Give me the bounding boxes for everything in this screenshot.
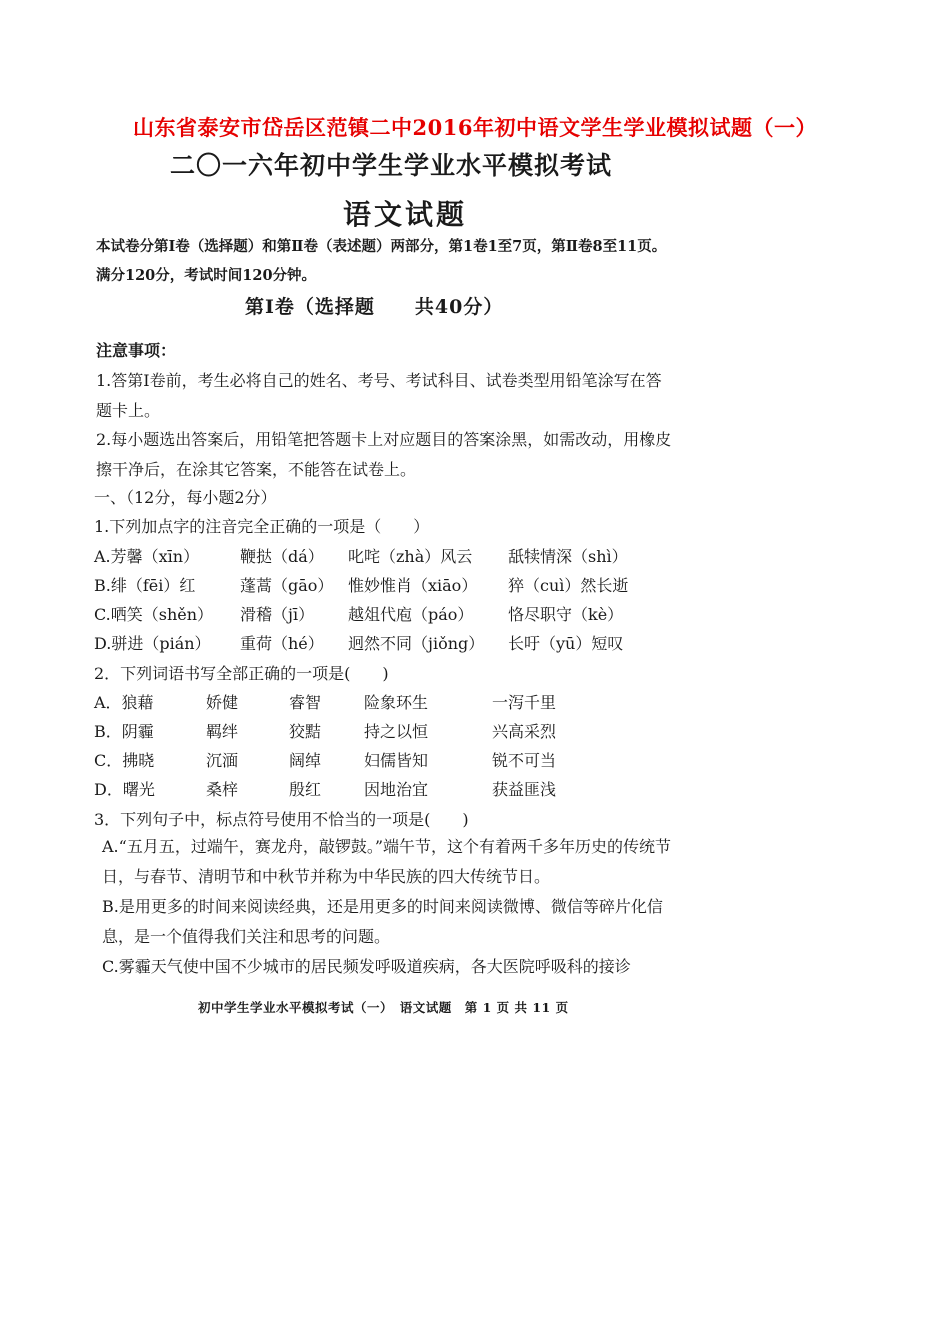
- option-word: 猝（cuì）然长逝: [508, 576, 629, 595]
- option-word: 一泻千里: [492, 693, 557, 712]
- notice-label: 注意事项：: [96, 341, 177, 360]
- option-word: 睿智: [289, 693, 322, 712]
- option-word: 长吁（yū）短叹: [508, 634, 624, 653]
- question-3-option-b: B.是用更多的时间来阅读经典，还是用更多的时间来阅读微博、微信等碎片化信息，是一个值得我们关注和思考的问题。: [102, 897, 663, 946]
- question-3-option-a: A.“五月五，过端午，赛龙舟，敲锣鼓。”端午节，这个有着两千多年历史的传统节日，与春节、清明节和中秋节并称为中华民族的四大传统节日。: [102, 837, 672, 886]
- option-word: 获益匪浅: [492, 780, 557, 799]
- option-word: B．阴霾: [94, 722, 154, 741]
- question-1-stem: 1.下列加点字的注音完全正确的一项是（ ）: [94, 517, 430, 536]
- notice-item-2: 2.每小题选出答案后，用铅笔把答题卡上对应题目的答案涂黑，如需改动，用橡皮擦干净后，在涂其它答案，不能答在试卷上。: [96, 430, 672, 479]
- option-word: 因地治宜: [364, 780, 429, 799]
- page-footer: 初中学生学业水平模拟考试（一） 语文试题 第 1 页 共 11 页: [198, 1000, 569, 1015]
- option-word: 蓬蒿（gāo）: [240, 576, 334, 595]
- option-word: 重荷（hé）: [240, 634, 324, 653]
- option-word: 妇儒皆知: [364, 751, 429, 770]
- option-word: 羁绊: [206, 722, 239, 741]
- option-word: 舐犊情深（shì）: [508, 547, 628, 566]
- option-word: 娇健: [206, 693, 239, 712]
- option-word: 沉湎: [206, 751, 239, 770]
- exam-title: 二〇一六年初中学生学业水平模拟考试: [170, 151, 613, 180]
- option-word: 锐不可当: [492, 751, 557, 770]
- option-word: 鞭挞（dá）: [240, 547, 324, 566]
- option-word: 持之以恒: [364, 722, 429, 741]
- option-word: 惟妙惟肖（xiāo）: [348, 576, 478, 595]
- option-word: 迥然不同（jiǒng）: [348, 634, 485, 653]
- option-word: B.绯（fēi）红: [94, 576, 196, 595]
- option-word: A.芳馨（xīn）: [94, 547, 200, 566]
- option-word: C．拂晓: [94, 751, 155, 770]
- option-word: D.骈进（pián）: [94, 634, 211, 653]
- subject-title: 语文试题: [342, 198, 467, 231]
- option-word: D．曙光: [94, 780, 155, 799]
- option-word: 滑稽（jī）: [240, 605, 315, 624]
- option-word: 险象环生: [364, 693, 429, 712]
- option-word: 狡黠: [289, 722, 322, 741]
- option-word: 殷红: [289, 780, 322, 799]
- question-2-stem: 2．下列词语书写全部正确的一项是( ): [94, 664, 389, 683]
- option-word: 兴高采烈: [492, 722, 557, 741]
- part-one-heading: 一、（12分，每小题2分）: [94, 488, 277, 507]
- option-word: 桑梓: [206, 780, 239, 799]
- question-3-stem: 3．下列句子中，标点符号使用不恰当的一项是( ): [94, 810, 469, 829]
- option-word: 阔绰: [289, 751, 322, 770]
- option-word: 叱咤（zhà）风云: [348, 547, 473, 566]
- option-word: C.哂笑（shěn）: [94, 605, 214, 624]
- notice-item-1: 1.答第Ⅰ卷前，考生必将自己的姓名、考号、考试科目、试卷类型用铅笔涂写在答题卡上。: [96, 371, 662, 420]
- option-word: 恪尽职守（kè）: [508, 605, 624, 624]
- option-word: 越俎代庖（páo）: [348, 605, 474, 624]
- exam-intro: 本试卷分第Ⅰ卷（选择题）和第Ⅱ卷（表述题）两部分，第1卷1至7页，第Ⅱ卷8至11页。满分120分，考试时间120分钟。: [96, 238, 667, 284]
- section-heading: 第Ⅰ卷（选择题 共40分）: [245, 296, 504, 318]
- banner-title: 山东省泰安市岱岳区范镇二中2016年初中语文学生学业模拟试题（一）: [133, 115, 817, 140]
- question-3-option-c: C.雾霾天气使中国不少城市的居民频发呼吸道疾病，各大医院呼吸科的接诊: [102, 957, 631, 976]
- option-word: A．狼藉: [94, 693, 154, 712]
